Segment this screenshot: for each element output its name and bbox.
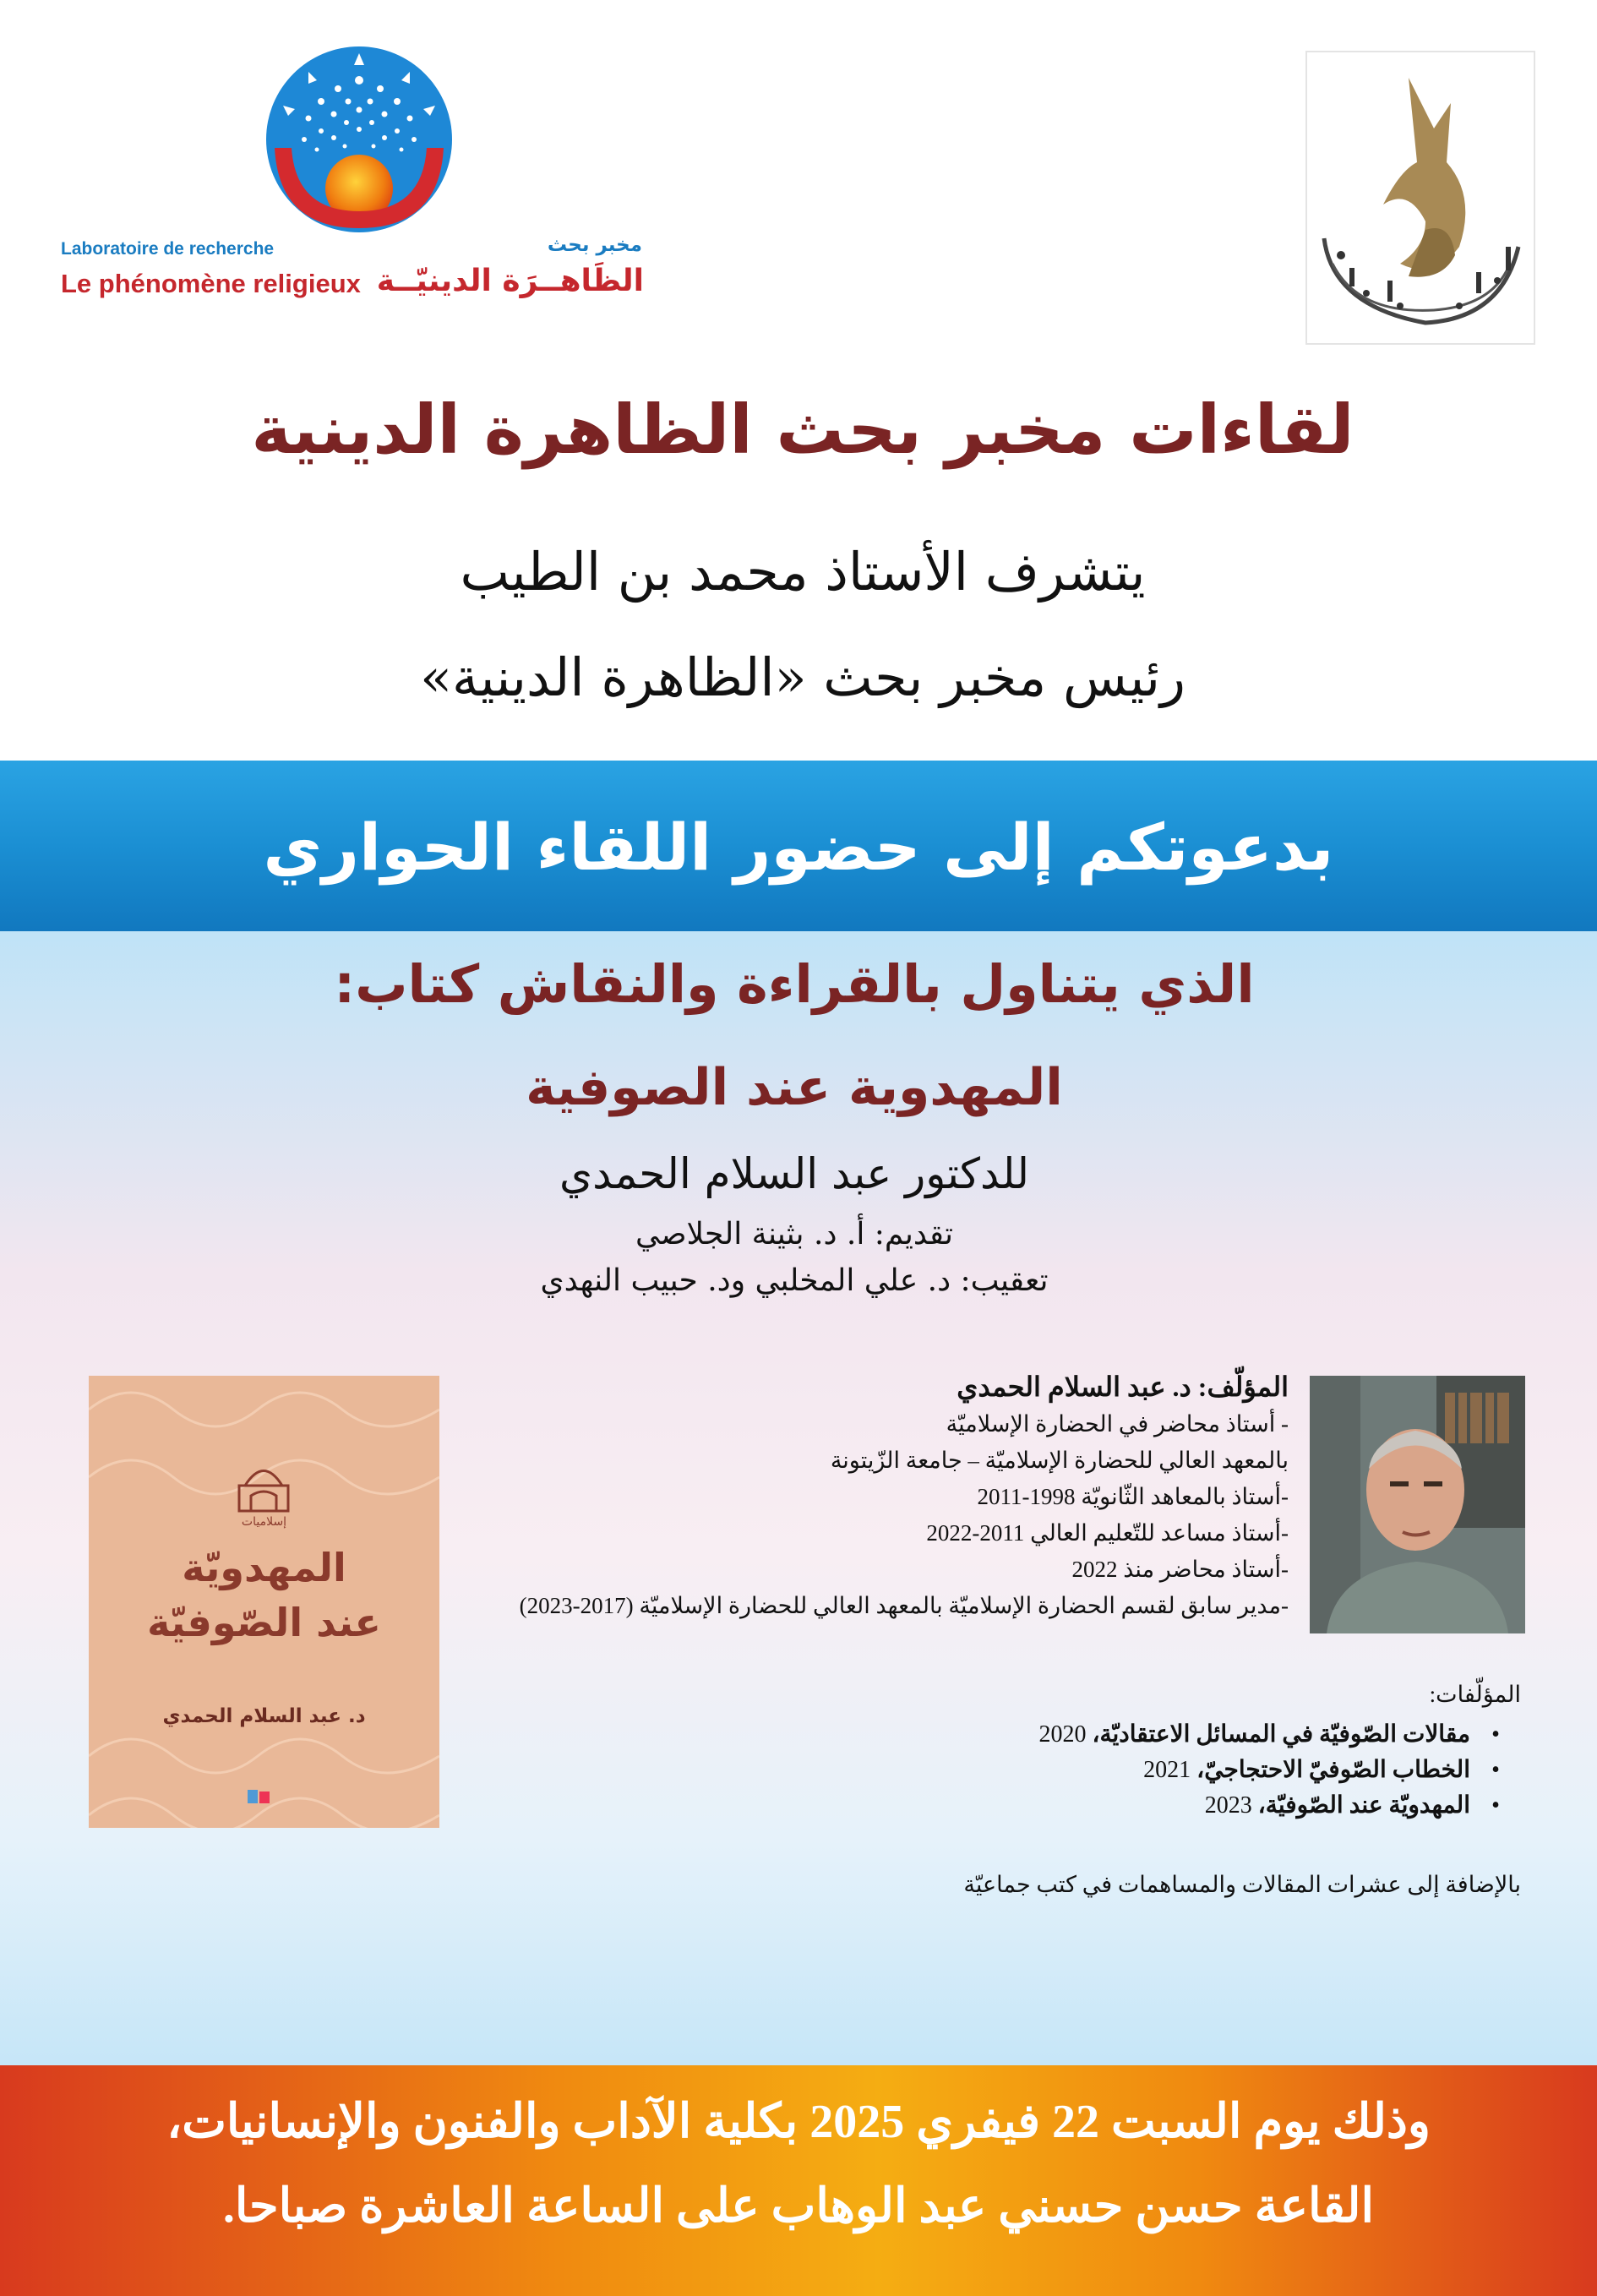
event-venue-line: القاعة حسن حسني عبد الوهاب على الساعة العاشرة صباحا.: [222, 2180, 1375, 2233]
discussion-intro-title: الذي يتناول بالقراءة والنقاش كتاب:: [334, 953, 1255, 1015]
invite-text: بدعوتكم إلى حضور اللقاء الحواري: [263, 810, 1334, 885]
honor-line-1: يتشرف الأستاذ محمد بن الطيب: [460, 541, 1146, 603]
bullet-icon: •: [1491, 1792, 1500, 1819]
publisher-icon: [248, 1790, 270, 1803]
book-title: المهدوية عند الصوفية: [526, 1058, 1063, 1117]
lab-name-fr-top: Laboratoire de recherche: [61, 239, 275, 259]
works-list-item: [591, 1791, 1521, 1819]
work-title: المهدويّة عند الصّوفيّة،: [1257, 1792, 1470, 1819]
lab-name-ar-top: مخبر بحث: [547, 234, 642, 256]
author-photo: [1310, 1376, 1525, 1633]
honor-line-2: رئيس مخبر بحث «الظاهرة الدينية»: [420, 646, 1185, 708]
bullet-icon: •: [1491, 1757, 1500, 1783]
work-title: مقالات الصّوفيّة في المسائل الاعتقاديّة،: [1092, 1721, 1470, 1748]
commentary: تعقيب: د. علي المخلبي ود. حبيب النهدي: [540, 1263, 1049, 1298]
lab-emblem-icon: [245, 46, 473, 241]
work-title: الخطاب الصّوفيّ الاحتجاجيّ،: [1196, 1757, 1470, 1783]
work-year: 2023: [1204, 1792, 1252, 1819]
additional-works-note: بالإضافة إلى عشرات المقالات والمساهمات في كتب جماعيّة: [963, 1872, 1521, 1897]
cover-title-line-1: المهدويّة: [182, 1545, 346, 1590]
event-date-line: وذلك يوم السبت 22 فيفري 2025 بكلية الآداب والفنون والإنسانيات،: [166, 2096, 1431, 2148]
cover-title-line-2: عند الصّوفيّة: [147, 1600, 381, 1645]
bullet-icon: •: [1491, 1721, 1500, 1748]
author-bio-line: - أستاذ محاضر في الحضارة الإسلاميّة: [946, 1411, 1289, 1437]
book-author: للدكتور عبد السلام الحمدي: [559, 1149, 1029, 1198]
work-year: 2021: [1143, 1757, 1191, 1783]
author-bio-line: بالمعهد العالي للحضارة الإسلاميّة – جامعة الزّيتونة: [830, 1448, 1289, 1473]
cover-series: إسلاميات: [241, 1515, 287, 1529]
author-portrait: [1310, 1376, 1525, 1633]
faculty-logo: [1305, 51, 1535, 345]
page-title: لقاءات مخبر بحث الظاهرة الدينية: [251, 390, 1354, 469]
works-list-item: [591, 1755, 1521, 1784]
mosque-icon: [239, 1471, 288, 1512]
presented-by: تقديم: أ. د. بثينة الجلاصي: [635, 1217, 954, 1252]
author-bio-line: -أستاذ مساعد للتّعليم العالي 2011-2022: [926, 1520, 1289, 1546]
author-bio-line: -أستاذ محاضر منذ 2022: [1071, 1557, 1289, 1582]
work-year: 2020: [1038, 1721, 1087, 1748]
author-bio-line: -مدير سابق لقسم الحضارة الإسلاميّة بالمعهد العالي للحضارة الإسلاميّة (2017-2023): [519, 1593, 1289, 1618]
lab-name-ar-bottom: الظَاهــرَة الدينيّــة: [376, 264, 644, 298]
works-heading: المؤلّفات:: [1429, 1682, 1521, 1707]
cover-author: د. عبد السلام الحمدي: [162, 1705, 366, 1727]
faculty-calligraphy-emblem-icon: [1307, 52, 1534, 343]
book-cover-image: [89, 1376, 439, 1828]
author-heading: المؤلّف: د. عبد السلام الحمدي: [957, 1372, 1289, 1402]
works-list-item: [591, 1720, 1521, 1748]
author-bio-line: -أستاذ بالمعاهد الثّانويّة 1998-2011: [977, 1484, 1289, 1509]
lab-name-fr-bottom: Le phénomène religieux: [61, 269, 361, 298]
